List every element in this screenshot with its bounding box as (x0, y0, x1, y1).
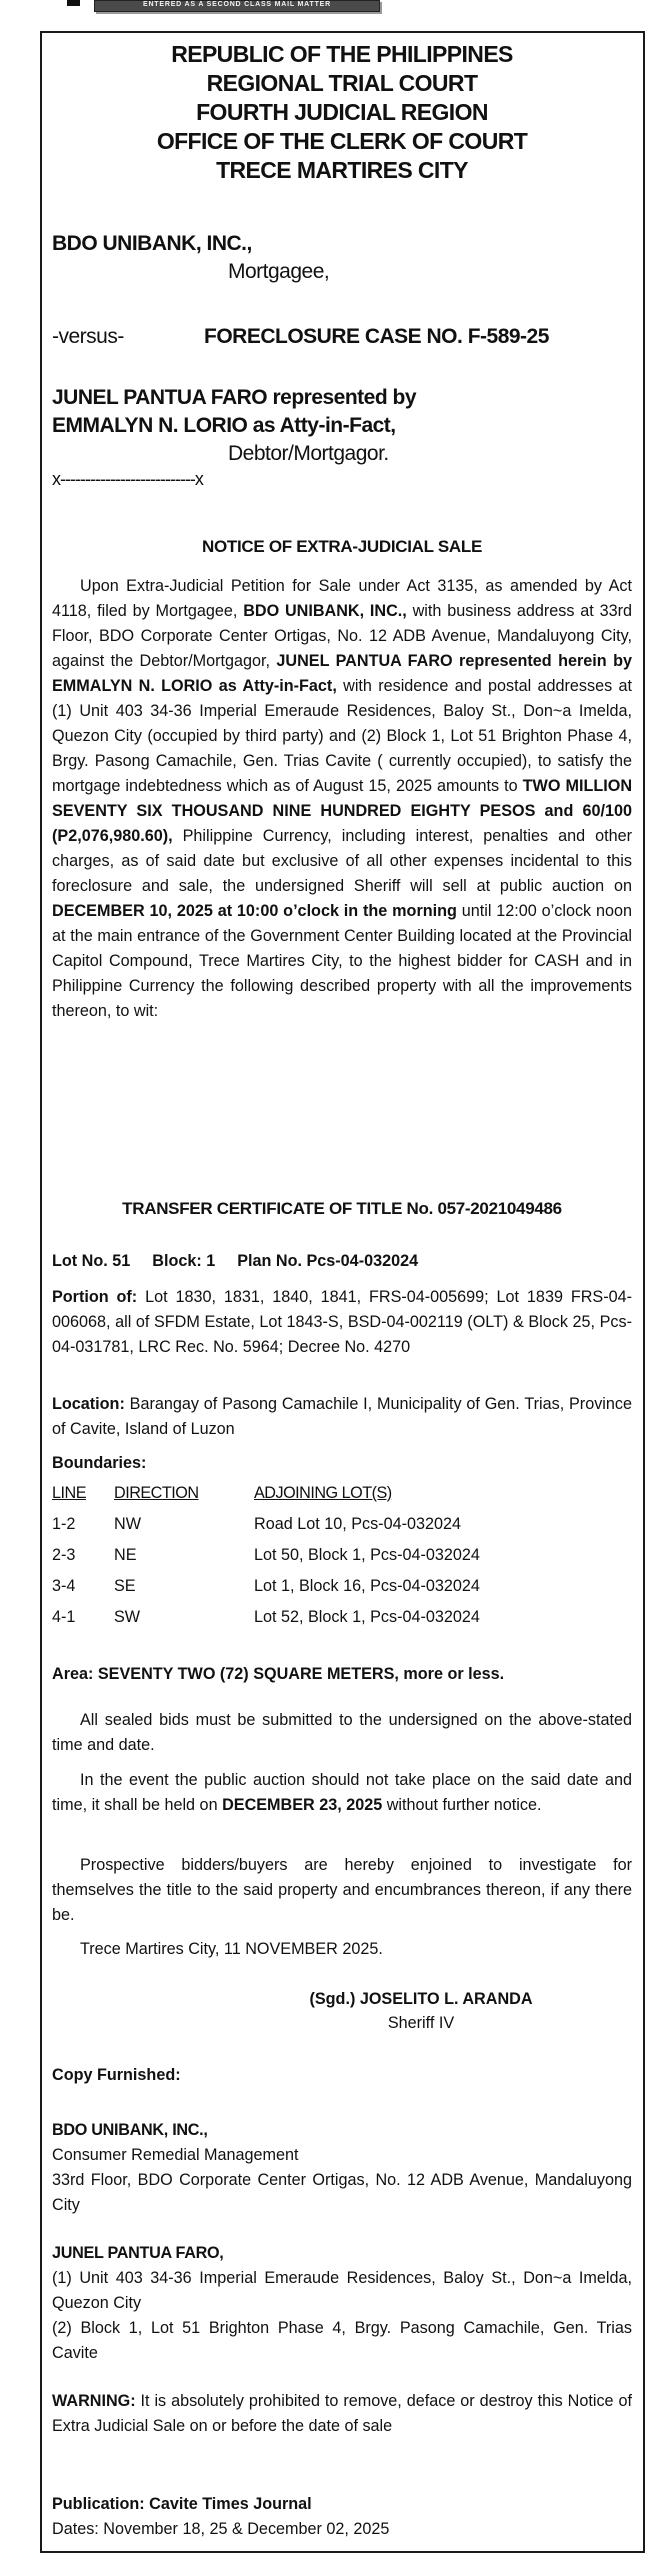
copy-furnished-wrap (52, 2064, 632, 2086)
publication-name: Publication: Cavite Times Journal (52, 2495, 312, 2513)
table-row (52, 1509, 480, 1540)
adjoining-cell: Road Lot 10, Pcs-04-032024 (254, 1515, 461, 1533)
recipient-address-line: Consumer Remedial Management (52, 2146, 299, 2164)
dateline: Trece Martires City, 11 NOVEMBER 2025. (80, 1940, 383, 1958)
boundaries-label: Boundaries: (52, 1454, 147, 1472)
lot-line (52, 1250, 632, 1272)
case-number: FORECLOSURE CASE NO. F-589-25 (204, 325, 549, 348)
warning-block (52, 2389, 632, 2439)
recipient-faro (52, 2241, 632, 2366)
defendant-role: Debtor/Mortgagor. (228, 442, 389, 465)
case-number-line (52, 323, 632, 351)
mail-matter-banner: ENTERED AS A SECOND CLASS MAIL MATTER (94, 0, 380, 12)
table-row (52, 1571, 480, 1602)
warning-body: It is absolutely prohibited to remove, deface or destroy this Notice of Extra Judicial Sale on or before the date of sale (52, 2392, 632, 2435)
court-header-line: FOURTH JUDICIAL REGION (196, 99, 488, 125)
adjoining-cell: Lot 50, Block 1, Pcs-04-032024 (254, 1546, 480, 1564)
body-text: Philippine Currency, including interest, penalties and other charges, as of said date but exclusive of all other expenses incidental to this foreclosure and sale, the undersigned Sheriff will sell at public auction on (52, 827, 632, 895)
direction-cell: NE (114, 1546, 137, 1564)
copy-furnished-label: Copy Furnished: (52, 2066, 181, 2084)
recipient-address-line: (1) Unit 403 34-36 Imperial Emeraude Residences, Baloy St., Don~a Imelda, Quezon City (52, 2269, 632, 2312)
column-header: ADJOINING LOT(S) (254, 1484, 392, 1502)
line-cell: 4-1 (52, 1608, 76, 1626)
notice-title: NOTICE OF EXTRA-JUDICIAL SALE (201, 537, 482, 556)
recipient-bdo (52, 2118, 632, 2218)
defendant-name: JUNEL PANTUA FARO represented by (52, 386, 417, 409)
court-header-line: REGIONAL TRIAL COURT (206, 70, 478, 96)
versus-label: -versus- (52, 325, 124, 348)
recipient-name: BDO UNIBANK, INC., (52, 2121, 208, 2139)
tct-wrap (52, 1198, 632, 1220)
sealed-bids-paragraph: All sealed bids must be submitted to the undersigned on the above-stated time and date. (52, 1711, 632, 1754)
court-header-line: OFFICE OF THE CLERK OF COURT (156, 128, 528, 154)
plaintiff-role: Mortgagee, (228, 260, 330, 283)
body-text: until 12:00 o’clock noon at the main entrance of the Government Center Building located at the Provincial Capitol Compound, Trece Martires City, to the highest bidder for CASH and in Philippine Currency the following described property with all the improvements thereon, to wit: (52, 902, 632, 1020)
case-caption (52, 230, 632, 286)
body-text: In the event the public auction should not take place on the said date and time, it shall be held on (52, 1771, 632, 1814)
notice-body (52, 574, 632, 1024)
body-text: with residence and postal addresses at (1) Unit 403 34-36 Imperial Emeraude Residences, Baloy St., Don~a Imelda, Quezon City (occupied by third party) and (2) Block 1, Lot 51 Brighton Phase 4, Brgy. Pasong Camachile, Gen. Trias Cavite ( currently occupied), to satisfy the mortgage indebtedness which as of August 15, 2025 amounts to (52, 677, 632, 795)
table-row (52, 1540, 480, 1571)
adjoining-cell: Lot 1, Block 16, Pcs-04-032024 (254, 1577, 480, 1595)
warning-text (52, 2389, 632, 2439)
body-text: Upon Extra-Judicial Petition for Sale under Act 3135, as amended by Act 4118, filed by Mortgagee, (52, 577, 632, 620)
direction-cell: NW (114, 1515, 141, 1533)
postponement-block (52, 1768, 632, 1818)
auction-datetime: DECEMBER 10, 2025 at 10:00 o’clock in the morning (52, 902, 457, 920)
line-cell: 1-2 (52, 1515, 76, 1533)
warning-label: WARNING: (52, 2392, 136, 2410)
property-area: Area: SEVENTY TWO (72) SQUARE METERS, more or less. (52, 1665, 505, 1683)
boundaries-block (52, 1452, 632, 1633)
location-text: Barangay of Pasong Camachile I, Municipality of Gen. Trias, Province of Cavite, Island of Luzon (52, 1395, 632, 1438)
line-cell: 3-4 (52, 1577, 76, 1595)
body-text: without further notice. (382, 1796, 542, 1814)
court-header-line: REPUBLIC OF THE PHILIPPINES (171, 41, 513, 67)
direction-cell: SE (114, 1577, 136, 1595)
portion-block (52, 1285, 632, 1360)
block-number: Block: 1 (152, 1252, 216, 1270)
lot-number: Lot No. 51 (52, 1252, 131, 1270)
debt-amount: TWO MILLION SEVENTY SIX THOUSAND NINE HUNDRED EIGHTY PESOS and 60/100 (P2,076,980.60), (52, 777, 633, 845)
masthead-mark (67, 0, 80, 6)
publication-block (52, 2492, 632, 2542)
location-block (52, 1392, 632, 1442)
mortgagee-name: BDO UNIBANK, INC., (243, 602, 407, 620)
direction-cell: SW (114, 1608, 141, 1626)
publication-dates: Dates: November 18, 25 & December 02, 2025 (52, 2520, 390, 2538)
caption-separator: x---------------------------x (52, 469, 203, 489)
signatory-name: (Sgd.) JOSELITO L. ARANDA (309, 1990, 533, 2008)
table-row (52, 1602, 480, 1633)
court-header (52, 40, 632, 185)
recipient-name: JUNEL PANTUA FARO, (52, 2244, 224, 2262)
location-label: Location: (52, 1395, 125, 1413)
terms-block (52, 1708, 632, 1758)
notice-body-paragraph (52, 574, 632, 1024)
portion-text: Lot 1830, 1831, 1840, 1841, FRS-04-005699; Lot 1839 FRS-04-006068, all of SFDM Estate, Lot 1843-S, BSD-04-002119 (OLT) & Block 25, Pcs-04-031781, LRC Rec. No. 5964; Decree No. 4270 (52, 1288, 632, 1356)
area-wrap (52, 1663, 632, 1685)
column-header: DIRECTION (114, 1484, 199, 1502)
portion-label: Portion of: (52, 1288, 138, 1306)
dateline-wrap (52, 1938, 632, 1960)
bidders-paragraph: Prospective bidders/buyers are hereby enjoined to investigate for themselves the title to the said property and encumbrances thereon, if any there be. (52, 1856, 632, 1924)
body-text: with business address at 33rd Floor, BDO Corporate Center Ortigas, No. 12 ADB Avenue, Mandaluyong City, against the Debtor/Mortgagor, (52, 602, 632, 670)
tct-number: TRANSFER CERTIFICATE OF TITLE No. 057-2021049486 (122, 1199, 562, 1218)
defendant-representative: EMMALYN N. LORIO as Atty-in-Fact, (52, 414, 396, 437)
postponement-paragraph (52, 1768, 632, 1818)
boundaries-header-row (52, 1478, 480, 1509)
plan-number: Plan No. Pcs-04-032024 (237, 1252, 419, 1270)
mortgagor-name: JUNEL PANTUA FARO represented herein by EMMALYN N. LORIO as Atty-in-Fact, (52, 652, 632, 695)
defendant-block (52, 384, 632, 490)
boundaries-table (52, 1478, 480, 1633)
postponement-date: DECEMBER 23, 2025 (222, 1796, 383, 1814)
signatory-title: Sheriff IV (387, 2014, 455, 2032)
plaintiff-name: BDO UNIBANK, INC., (52, 232, 252, 255)
bidders-block (52, 1853, 632, 1928)
notice-title-wrap (52, 536, 632, 558)
adjoining-cell: Lot 52, Block 1, Pcs-04-032024 (254, 1608, 480, 1626)
column-header: LINE (52, 1484, 86, 1502)
recipient-address-line: 33rd Floor, BDO Corporate Center Ortigas, No. 12 ADB Avenue, Mandaluyong City (52, 2171, 632, 2214)
signature-block (281, 1987, 561, 2035)
line-cell: 2-3 (52, 1546, 76, 1564)
court-header-line: TRECE MARTIRES CITY (216, 157, 468, 183)
recipient-address-line: (2) Block 1, Lot 51 Brighton Phase 4, Brgy. Pasong Camachile, Gen. Trias Cavite (52, 2319, 632, 2362)
